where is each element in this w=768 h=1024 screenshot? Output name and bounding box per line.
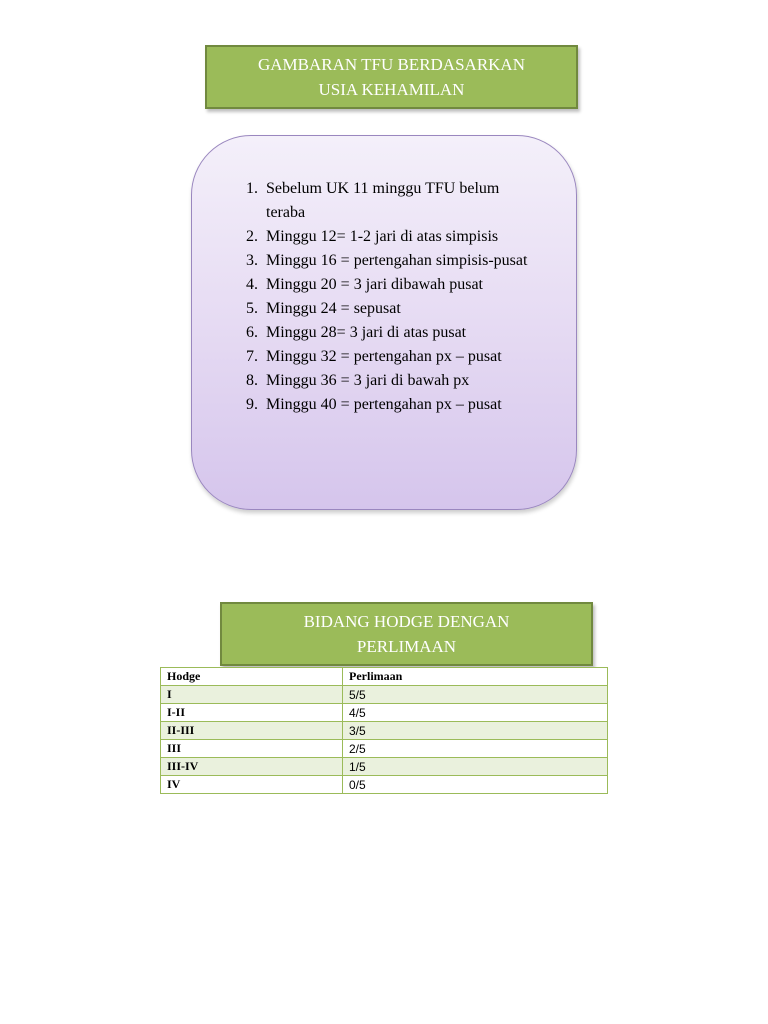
list-item <box>232 177 542 225</box>
column-header-hodge: Hodge <box>161 668 343 686</box>
perlimaan-cell: 1/5 <box>343 758 608 776</box>
list-item-number: 5. <box>246 300 258 317</box>
list-item-number: 7. <box>246 348 258 365</box>
table-row <box>161 704 608 722</box>
list-item-text: Minggu 20 = 3 jari dibawah pusat <box>266 276 483 293</box>
list-item-number: 4. <box>246 276 258 293</box>
hodge-cell: I <box>161 686 343 704</box>
list-item <box>232 369 542 393</box>
list-item-text: Minggu 32 = pertengahan px – pusat <box>266 348 502 365</box>
hodge-cell: III-IV <box>161 758 343 776</box>
table-row <box>161 722 608 740</box>
list-item <box>232 273 542 297</box>
hodge-title-box <box>220 602 593 666</box>
perlimaan-cell: 5/5 <box>343 686 608 704</box>
tfu-title-line2: USIA KEHAMILAN <box>318 80 465 99</box>
hodge-title-line2: PERLIMAAN <box>356 637 457 656</box>
list-item-number: 8. <box>246 372 258 389</box>
list-item <box>232 393 542 417</box>
table-row <box>161 686 608 704</box>
perlimaan-cell: 0/5 <box>343 776 608 794</box>
list-item <box>232 345 542 369</box>
table-row <box>161 776 608 794</box>
table-row <box>161 758 608 776</box>
list-item-number: 1. <box>246 180 258 197</box>
perlimaan-cell: 4/5 <box>343 704 608 722</box>
column-header-perlimaan: Perlimaan <box>343 668 608 686</box>
hodge-cell: II-III <box>161 722 343 740</box>
list-item-number: 2. <box>246 228 258 245</box>
tfu-list-panel <box>191 135 577 510</box>
tfu-title-line1: GAMBARAN TFU BERDASARKAN <box>257 55 525 74</box>
list-item <box>232 249 542 273</box>
tfu-title-box <box>205 45 578 109</box>
hodge-cell: III <box>161 740 343 758</box>
list-item-number: 9. <box>246 396 258 413</box>
list-item-text: Minggu 24 = sepusat <box>266 300 401 317</box>
list-item-text: Minggu 40 = pertengahan px – pusat <box>266 396 502 413</box>
list-item-text: Minggu 36 = 3 jari di bawah px <box>266 372 470 389</box>
list-item-number: 3. <box>246 252 258 269</box>
list-item-text: Minggu 28= 3 jari di atas pusat <box>266 324 467 341</box>
hodge-cell: IV <box>161 776 343 794</box>
list-item <box>232 297 542 321</box>
hodge-table <box>160 667 608 794</box>
hodge-title-line1: BIDANG HODGE DENGAN <box>303 612 510 631</box>
table-header-row <box>161 668 608 686</box>
list-item <box>232 321 542 345</box>
list-item <box>232 225 542 249</box>
list-item-text: Sebelum UK 11 minggu TFU belum teraba <box>266 180 500 221</box>
list-item-text: Minggu 16 = pertengahan simpisis-pusat <box>266 252 528 269</box>
perlimaan-cell: 3/5 <box>343 722 608 740</box>
tfu-list <box>232 177 542 417</box>
hodge-cell: I-II <box>161 704 343 722</box>
table-row <box>161 740 608 758</box>
list-item-text: Minggu 12= 1-2 jari di atas simpisis <box>266 228 499 245</box>
list-item-number: 6. <box>246 324 258 341</box>
perlimaan-cell: 2/5 <box>343 740 608 758</box>
